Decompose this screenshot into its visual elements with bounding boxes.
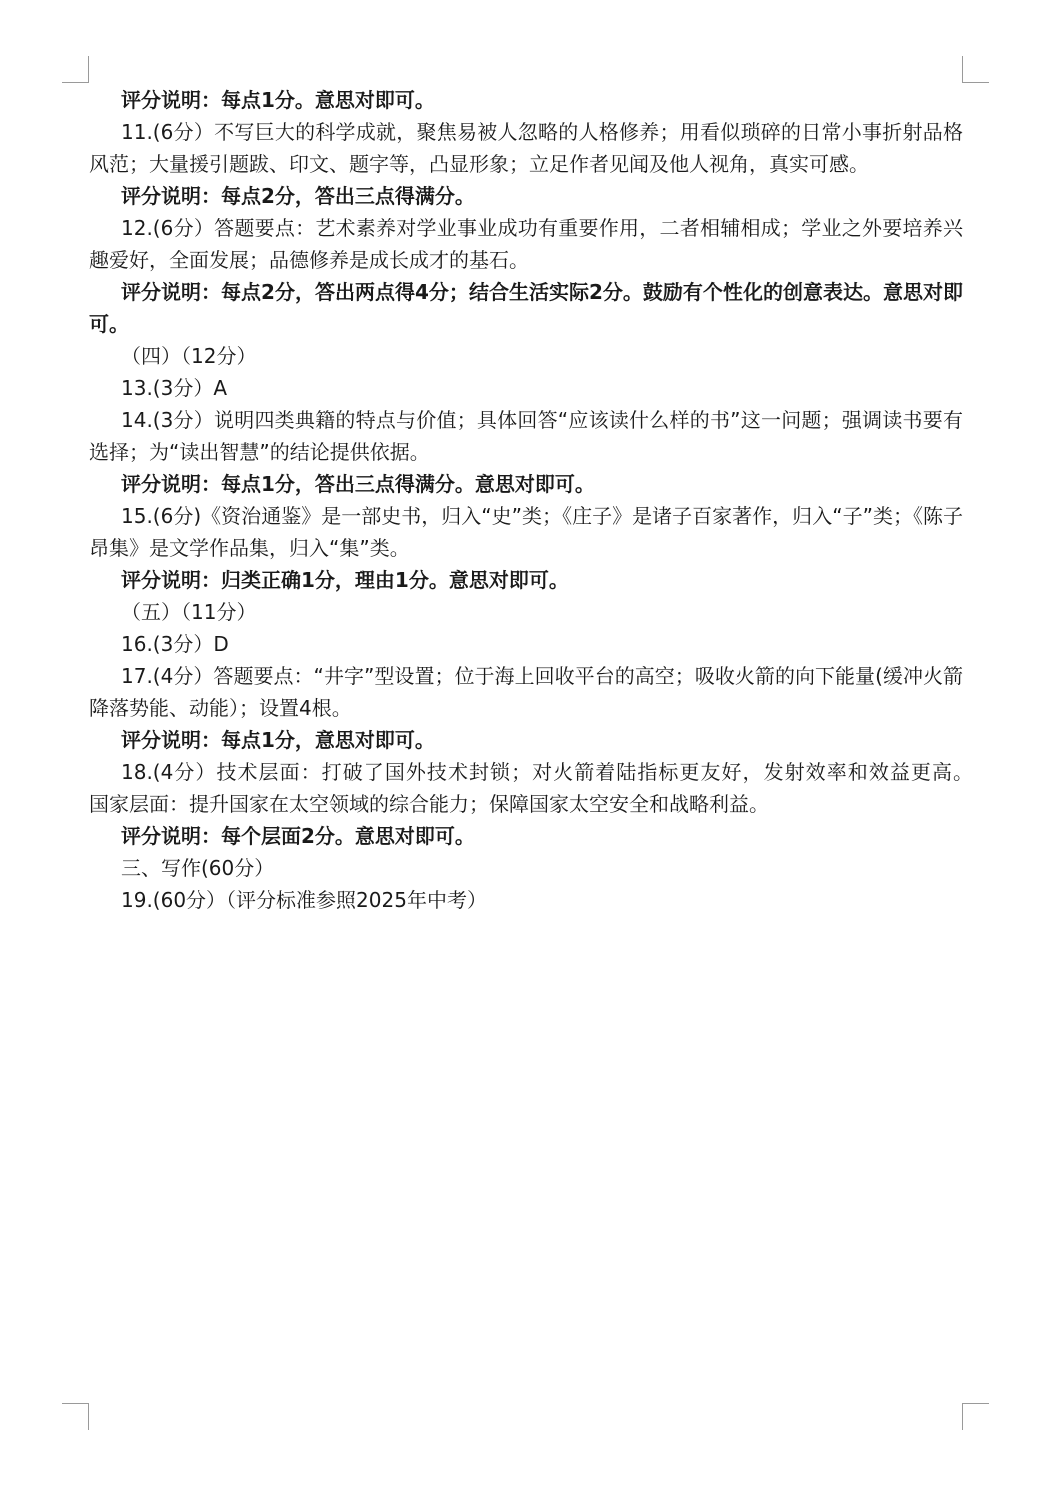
scoring-note: 评分说明：每个层面2分。意思对即可。 [121, 824, 475, 848]
corner-mark-top-right [962, 56, 989, 83]
answer-19: 19.(60分）（评分标准参照2025年中考） [121, 888, 487, 912]
corner-mark-bottom-left [62, 1403, 89, 1430]
corner-mark-top-left [62, 56, 89, 83]
answer-15: 15.(6分)《资治通鉴》是一部史书，归入“史”类；《庄子》是诸子百家著作，归入“子”类；《陈子昂集》是文学作品集，归入“集”类。 [89, 504, 963, 560]
answer-11: 11.(6分）不写巨大的科学成就，聚焦易被人忽略的人格修养；用看似琐碎的日常小事折射品格风范；大量援引题跋、印文、题字等，凸显形象；立足作者见闻及他人视角，真实可感。 [89, 120, 963, 176]
document-body [89, 84, 1003, 916]
scoring-note: 评分说明：每点1分，意思对即可。 [121, 728, 435, 752]
answer-14: 14.(3分）说明四类典籍的特点与价值；具体回答“应该读什么样的书”这一问题；强调读书要有选择；为“读出智慧”的结论提供依据。 [89, 408, 963, 464]
answer-16: 16.(3分）D [121, 632, 229, 656]
scoring-note: 评分说明：每点1分，答出三点得满分。意思对即可。 [121, 472, 595, 496]
corner-mark-bottom-right [962, 1403, 989, 1430]
scoring-note: 评分说明：每点1分。意思对即可。 [121, 88, 435, 112]
section-heading-4: （四）（12分） [121, 344, 257, 368]
answer-18: 18.(4分）技术层面：打破了国外技术封锁；对火箭着陆指标更友好，发射效率和效益更高。 国家层面：提升国家在太空领域的综合能力；保障国家太空安全和战略利益。 [89, 760, 1003, 816]
answer-12: 12.(6分）答题要点：艺术素养对学业事业成功有重要作用，二者相辅相成；学业之外要培养兴趣爱好，全面发展；品德修养是成长成才的基石。 [89, 216, 963, 272]
answer-17: 17.(4分）答题要点：“井字”型设置；位于海上回收平台的高空；吸收火箭的向下能量(缓冲火箭降落势能、动能）；设置4根。 [89, 664, 963, 720]
answer-13: 13.(3分）A [121, 376, 228, 400]
section-heading-writing: 三、写作(60分） [121, 856, 275, 880]
section-heading-5: （五）（11分） [121, 600, 257, 624]
scoring-note: 评分说明：每点2分，答出两点得4分；结合生活实际2分。鼓励有个性化的创意表达。意思对即可。 [89, 280, 963, 336]
scoring-note: 评分说明：归类正确1分，理由1分。意思对即可。 [121, 568, 569, 592]
scoring-note: 评分说明：每点2分，答出三点得满分。 [121, 184, 475, 208]
